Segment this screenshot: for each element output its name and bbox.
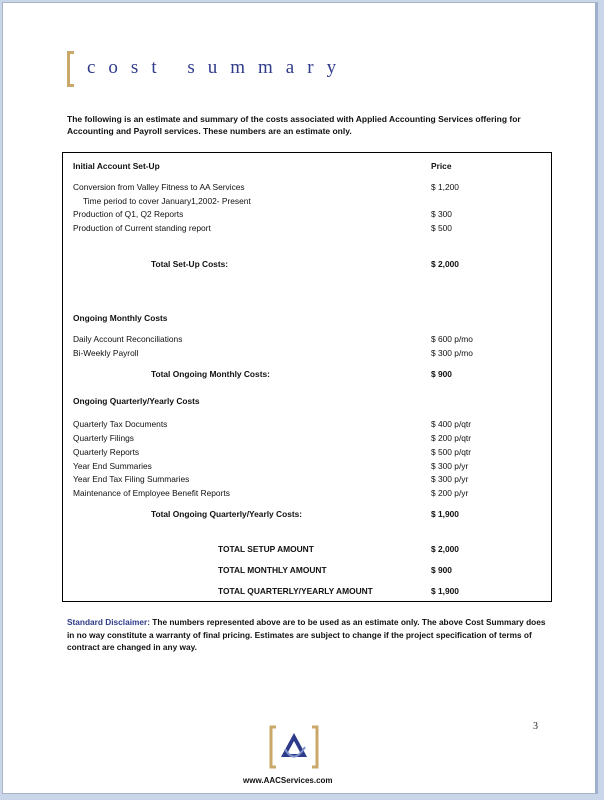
monthly-heading: Ongoing Monthly Costs — [73, 313, 168, 323]
cost-table — [62, 152, 552, 602]
quarterly-heading: Ongoing Quarterly/Yearly Costs — [73, 396, 200, 406]
setup-row-label: Production of Current standing report — [73, 223, 211, 233]
quarterly-row-label: Maintenance of Employee Benefit Reports — [73, 488, 230, 498]
grand-total-price: $ 2,000 — [431, 544, 459, 554]
setup-total-price: $ 2,000 — [431, 259, 459, 269]
disclaimer-paragraph — [67, 616, 547, 654]
setup-row-price: $ 300 — [431, 209, 452, 219]
quarterly-total-price: $ 1,900 — [431, 509, 459, 519]
company-logo-icon — [269, 725, 319, 769]
grand-total-label: TOTAL QUARTERLY/YEARLY AMOUNT — [218, 586, 373, 596]
setup-heading: Initial Account Set-Up — [73, 161, 160, 171]
setup-row-label: Time period to cover January1,2002- Present — [83, 196, 251, 206]
setup-row-label: Production of Q1, Q2 Reports — [73, 209, 184, 219]
quarterly-row-price: $ 400 p/qtr — [431, 419, 472, 429]
page-number: 3 — [533, 721, 538, 732]
title-bracket — [67, 51, 74, 87]
quarterly-row-label: Year End Summaries — [73, 461, 152, 471]
monthly-row-label: Bi-Weekly Payroll — [73, 348, 139, 358]
monthly-row-price: $ 300 p/mo — [431, 348, 473, 358]
setup-row-price: $ 1,200 — [431, 182, 459, 192]
grand-total-price: $ 900 — [431, 565, 452, 575]
quarterly-row-label: Quarterly Filings — [73, 433, 134, 443]
monthly-row-price: $ 600 p/mo — [431, 334, 473, 344]
setup-row-price: $ 500 — [431, 223, 452, 233]
monthly-total-price: $ 900 — [431, 369, 452, 379]
disclaimer-text: The numbers represented above are to be used as an estimate only. The above Cost Summary does in no way constitute a warranty of final pricing. Estimates are subject to change if the project specification of terms of contract are changed in any way. — [67, 617, 546, 652]
monthly-total-label: Total Ongoing Monthly Costs: — [151, 369, 270, 379]
quarterly-row-price: $ 300 p/yr — [431, 461, 469, 471]
setup-row-label: Conversion from Valley Fitness to AA Services — [73, 182, 245, 192]
quarterly-row-price: $ 200 p/yr — [431, 488, 469, 498]
setup-total-label: Total Set-Up Costs: — [151, 259, 229, 269]
price-heading: Price — [431, 161, 452, 171]
monthly-row-label: Daily Account Reconciliations — [73, 334, 183, 344]
quarterly-row-price: $ 200 p/qtr — [431, 433, 472, 443]
page-title: cost summary — [87, 57, 350, 78]
grand-total-label: TOTAL SETUP AMOUNT — [218, 544, 314, 554]
document-page — [2, 2, 598, 794]
quarterly-row-label: Year End Tax Filing Summaries — [73, 474, 190, 484]
quarterly-row-price: $ 500 p/qtr — [431, 447, 472, 457]
quarterly-total-label: Total Ongoing Quarterly/Yearly Costs: — [151, 509, 303, 519]
disclaimer-label: Standard Disclaimer: — [67, 617, 150, 627]
footer-url: www.AACServices.com — [243, 776, 333, 785]
quarterly-row-label: Quarterly Tax Documents — [73, 419, 168, 429]
grand-total-label: TOTAL MONTHLY AMOUNT — [218, 565, 327, 575]
grand-total-price: $ 1,900 — [431, 586, 459, 596]
intro-paragraph: The following is an estimate and summary of the costs associated with Applied Accounting Services offering for Accounting and Payroll services. These numbers are an estimate only. — [67, 114, 521, 136]
quarterly-row-label: Quarterly Reports — [73, 447, 140, 457]
quarterly-row-price: $ 300 p/yr — [431, 474, 469, 484]
